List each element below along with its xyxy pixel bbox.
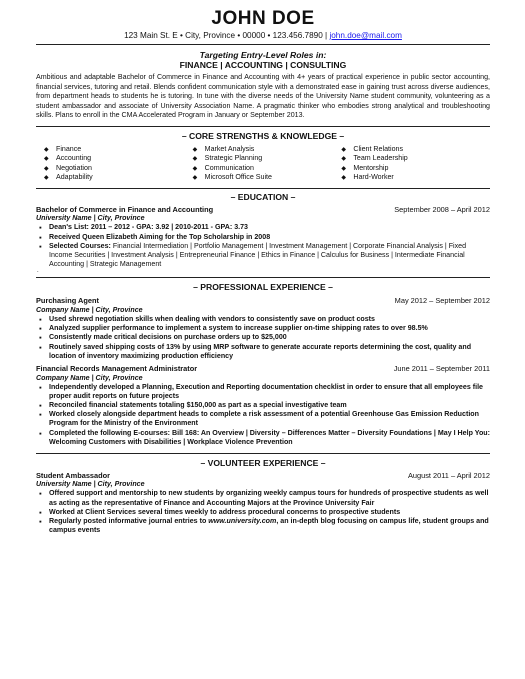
list-item: ▪ Reconciled financial statements totaling $150,000 as part as a special investigative team <box>36 401 490 410</box>
deans-list-detail: 2011 – 2012 - GPA: 3.92 | 2010-2011 - GPA: 3.73 <box>88 223 249 232</box>
square-bullet-icon: ▪ <box>39 314 42 324</box>
diamond-bullet-icon: ◆ <box>341 155 347 163</box>
list-item: ▪ Routinely saved shipping costs of 13% by using MRP software to generate accurate reports determining the cost, quality and location of inventory maximizing production efficiency <box>36 343 490 361</box>
skill-item: ◆ Microsoft Office Suite <box>192 173 272 182</box>
list-item: ▪ Worked closely alongside department heads to complete a risk assessment of a potential Greenhouse Gas Emission Reduction Program for the Ministry of the Environment <box>36 410 490 428</box>
diamond-bullet-icon: ◆ <box>44 164 49 172</box>
skills-column-1 <box>44 145 193 183</box>
skill-item: ◆ Market Analysis <box>192 144 255 153</box>
job2-company: Company Name | City, Province <box>36 373 143 382</box>
diamond-bullet-icon: ◆ <box>44 145 49 153</box>
volunteer-section-title: – VOLUNTEER EXPERIENCE – <box>200 457 326 468</box>
list-item: ▪ Independently developed a Planning, Execution and Reporting documentation checklist in order to ensure that all employees file proper audit reports on future projects <box>36 383 490 401</box>
education-entry-header <box>36 205 490 215</box>
courses-list: Financial Intermediation | Portfolio Management | Investment Management | Corporate Financial Analysis | Fixed Income Securities | Investment Analysis | Entrepreneurial Finance | Ethics in Finance | Calculus for Business | Intermediate Financial Accounting | Strategic Management <box>49 241 467 269</box>
skills-column-3 <box>341 145 490 183</box>
list-item <box>36 242 490 270</box>
skills-grid <box>36 145 490 183</box>
skills-column-2 <box>193 145 342 183</box>
square-bullet-icon: ▪ <box>39 489 42 499</box>
skills-rule <box>36 188 490 189</box>
square-bullet-icon: ▪ <box>39 223 42 233</box>
list-item <box>36 233 490 242</box>
ecourses-list: Bill 168: An Overview | Diversity – Differences Matter – Diversity Foundations | May I Help You: Welcoming Customers with Disabilities | Workplace Violence Prevention <box>49 428 491 446</box>
list-item: ▪ Analyzed supplier performance to implement a system to increase supplier on-time shipping rates to over 98.5% <box>36 324 490 333</box>
square-bullet-icon: ▪ <box>39 333 42 343</box>
job1-role: Purchasing Agent <box>36 296 99 306</box>
list-item: ▪ Used shrewd negotiation skills when dealing with vendors to consistently save on product costs <box>36 315 490 324</box>
education-section-title: – EDUCATION – <box>230 191 296 202</box>
job2-role: Financial Records Management Administrator <box>36 364 198 373</box>
deans-list-label: Dean's List: <box>49 223 89 232</box>
diamond-bullet-icon: ◆ <box>192 155 198 163</box>
square-bullet-icon: ▪ <box>39 232 42 242</box>
courses-label: Selected Courses: <box>49 241 111 250</box>
diamond-bullet-icon: ◆ <box>192 145 198 153</box>
education-school: University Name | City, Province <box>36 214 145 223</box>
square-bullet-icon: ▪ <box>39 507 42 517</box>
diamond-bullet-icon: ◆ <box>341 145 347 153</box>
scholarship-award: Received Queen Elizabeth Aiming for the Top Scholarship in 2008 <box>49 232 271 241</box>
square-bullet-icon: ▪ <box>39 400 42 410</box>
email-link[interactable]: john.doe@mail.com <box>329 31 402 40</box>
job2-dates: June 2011 – September 2011 <box>393 364 490 373</box>
square-bullet-icon: ▪ <box>39 428 42 438</box>
skill-item: ◆ Communication <box>192 163 254 172</box>
contact-details: 123 Main St. E • City, Province • 00000 • 123.456.7890 | <box>124 31 330 40</box>
education-bullets <box>36 223 490 269</box>
diamond-bullet-icon: ◆ <box>192 164 198 172</box>
list-item <box>36 223 490 232</box>
degree-title: Bachelor of Commerce in Finance and Accounting <box>36 204 214 214</box>
square-bullet-icon: ▪ <box>39 410 42 420</box>
job1-header <box>36 296 490 306</box>
skill-item: ◆ Client Relations <box>341 144 404 153</box>
profile-summary: Ambitious and adaptable Bachelor of Commerce in Finance and Accounting with 4+ years of practical experience in public sector accounting, financial services, tutoring and retail. Blends confident communication style with a demonstrated ease in gaining trust across diverse audiences, from department heads to students he is tutoring. In tune with the diverse needs of the University Name student community, volunteering as a student ambassador and associate of University Association Name. A pragmatic thinker who embodies strong analytical and troubleshooting skills. Plans to enroll in the CMA Accelerated Program in January or September 2013. <box>36 73 490 120</box>
job2-bullets <box>36 383 490 447</box>
education-dates: September 2008 – April 2012 <box>394 204 490 214</box>
list-item: ▪ Regularly posted informative journal entries to www.university.com, an in-depth blog focusing on campus life, student groups and campus events <box>36 517 490 535</box>
skill-item: ◆ Hard-Worker <box>341 173 394 182</box>
skill-item: ◆ Team Leadership <box>341 154 408 163</box>
square-bullet-icon: ▪ <box>39 517 42 527</box>
skill-item: ◆ Adaptability <box>44 173 93 182</box>
list-item <box>36 429 490 447</box>
diamond-bullet-icon: ◆ <box>44 155 49 163</box>
job1-dates: May 2012 – September 2012 <box>394 296 490 306</box>
volunteer-school: University Name | City, Province <box>36 480 145 489</box>
target-fields: FINANCE | ACCOUNTING | CONSULTING <box>179 60 347 70</box>
university-website: www.university.com <box>208 517 277 526</box>
square-bullet-icon: ▪ <box>39 342 42 352</box>
experience-rule <box>36 453 490 454</box>
skill-item: ◆ Accounting <box>44 154 92 163</box>
skill-item: ◆ Mentorship <box>341 163 389 172</box>
diamond-bullet-icon: ◆ <box>44 174 49 182</box>
list-item: ▪ Consistently made critical decisions on purchase orders up to $25,000 <box>36 333 490 342</box>
job2-header <box>36 364 490 374</box>
contact-line <box>36 30 490 42</box>
volunteer-role: Student Ambassador <box>36 470 111 480</box>
resume-page <box>36 8 490 535</box>
skill-item: ◆ Strategic Planning <box>192 154 263 163</box>
volunteer-dates: August 2011 – April 2012 <box>407 470 490 480</box>
header-rule <box>36 44 490 45</box>
skill-item: ◆ Finance <box>44 144 82 153</box>
volunteer-bullets <box>36 489 490 535</box>
list-item: ▪ Offered support and mentorship to new students by organizing weekly campus tours for hundreds of prospective students as well as acting as the representative of Finance and Accounting Majors at the Province University Fair <box>36 489 490 507</box>
stray-period: . <box>37 268 39 275</box>
target-heading: Targeting Entry-Level Roles in: <box>199 50 327 60</box>
skills-section-title: – CORE STRENGTHS & KNOWLEDGE – <box>181 130 345 141</box>
volunteer-header <box>36 471 490 481</box>
square-bullet-icon: ▪ <box>39 241 42 251</box>
job1-bullets <box>36 315 490 361</box>
target-roles <box>36 50 490 70</box>
diamond-bullet-icon: ◆ <box>341 174 347 182</box>
ecourses-label: Completed the following E-courses: <box>49 428 170 437</box>
job1-company: Company Name | City, Province <box>36 305 143 314</box>
diamond-bullet-icon: ◆ <box>341 164 347 172</box>
experience-section-title: – PROFESSIONAL EXPERIENCE – <box>193 282 333 293</box>
skill-item: ◆ Negotiation <box>44 163 92 172</box>
list-item: ▪ Worked at Client Services several times weekly to address procedural concerns to prospective students <box>36 508 490 517</box>
candidate-name: JOHN DOE <box>211 8 315 29</box>
education-rule <box>36 277 490 278</box>
diamond-bullet-icon: ◆ <box>192 174 198 182</box>
square-bullet-icon: ▪ <box>39 324 42 334</box>
square-bullet-icon: ▪ <box>39 382 42 392</box>
summary-rule <box>36 126 490 127</box>
